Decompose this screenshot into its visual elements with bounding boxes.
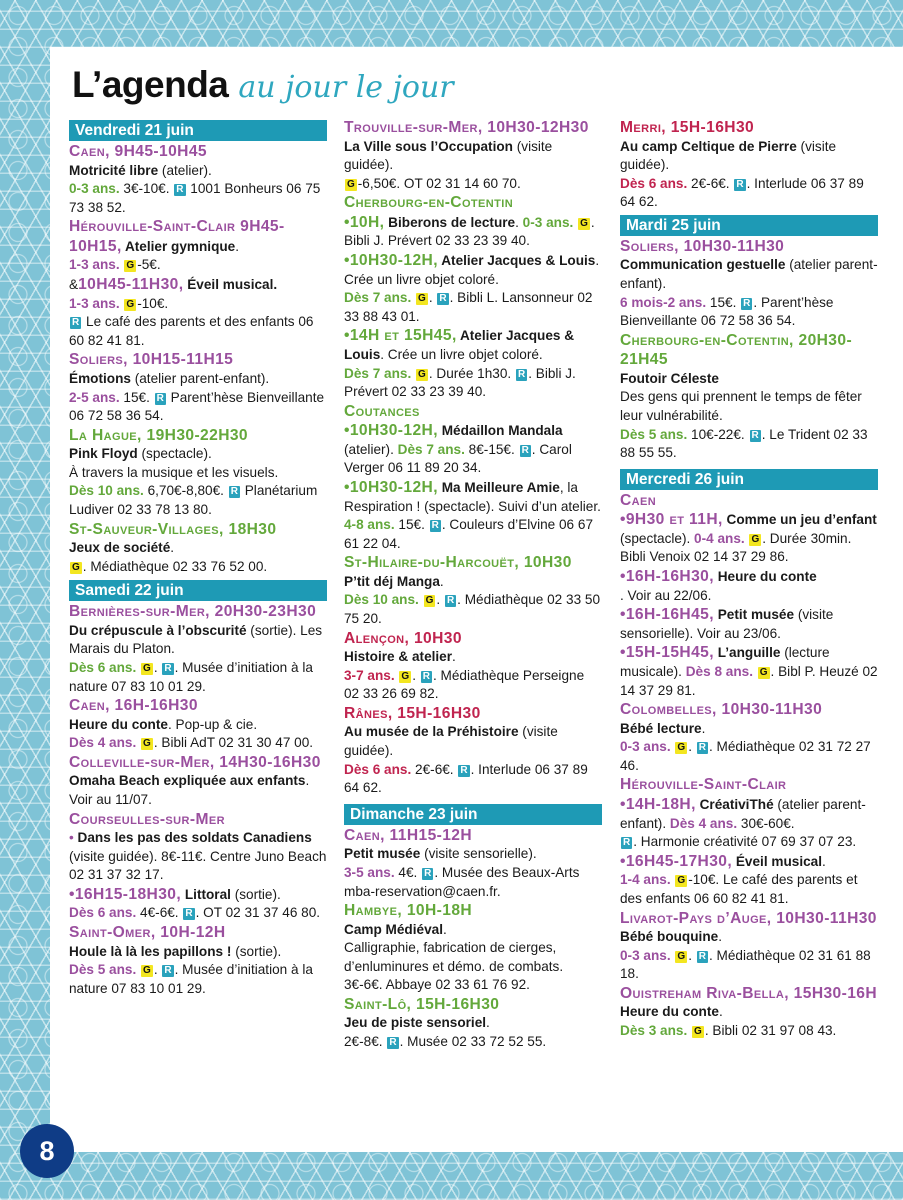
event-town: Cherbourg-en-Cotentin, 20H30-21H45 xyxy=(620,331,853,369)
event-town: Hambye, 10H-18H xyxy=(344,902,473,920)
event-entry: Communication gestuelle (atelier parent-enfant). 6 mois-2 ans. 15€. R . Parent’hèse Bienveillante 06 72 58 36 54. xyxy=(620,257,878,329)
reservation-badge: R xyxy=(176,184,184,196)
event-entry: Histoire & atelier. 3-7 ans. G . R . Médiathèque Perseigne 02 33 26 69 82. xyxy=(344,649,585,702)
reservation-badge: R xyxy=(439,293,447,305)
event-entry: Motricité libre (atelier). 0-3 ans. 3€-10€. R 1001 Bonheurs 06 75 73 38 52. xyxy=(69,162,321,215)
event-entry: Au camp Celtique de Pierre (visite guidée). Dès 6 ans. 2€-6€. R . Interlude 06 37 89 64 62. xyxy=(620,138,864,210)
reservation-badge: R xyxy=(185,908,193,920)
free-badge: G xyxy=(401,670,410,682)
event-town: Saint-Omer, 10H-12H xyxy=(69,924,226,941)
event-entry: Au musée de la Préhistoire (visite guidée). Dès 6 ans. 2€-6€. R . Interlude 06 37 89 64 62. xyxy=(344,724,588,796)
event-town: Livarot-Pays d’Auge, 10H30-11H30 xyxy=(620,909,877,927)
free-badge: G xyxy=(143,738,151,750)
free-badge: G xyxy=(418,368,426,380)
event-town: Merri, 15H-16H30 xyxy=(620,119,755,136)
page-title xyxy=(72,64,454,106)
event-town: Saint-Lô, 15H-16H30 xyxy=(344,995,500,1013)
event-entry: •14H-18H, CréativiThé (atelier parent-enfant). Dès 4 ans. 30€-60€. R . Harmonie créativité 07 69 37 07 23. xyxy=(620,795,866,850)
event-town: Trouville-sur-Mer, 10H30-12H30 xyxy=(344,119,589,136)
event-entry: •16H-16H45, Petit musée (visite sensorielle). Voir au 23/06. xyxy=(620,606,834,641)
free-badge: G xyxy=(143,662,151,674)
event-entry: Petit musée (visite sensorielle). 3-5 ans. 4€. R . Musée des Beaux-Arts mba-reservation@caen.fr. xyxy=(344,846,580,899)
reservation-badge: R xyxy=(517,368,526,380)
reservation-badge: R xyxy=(743,297,751,309)
event-town: Caen, 11H15-12H xyxy=(344,826,473,844)
free-badge: G xyxy=(677,742,686,754)
column-1 xyxy=(69,118,327,998)
column-2 xyxy=(344,118,602,1052)
reservation-badge: R xyxy=(698,950,706,962)
event-town: Colombelles, 10H30-11H30 xyxy=(620,701,823,719)
event-town: Soliers, 10H15-11H15 xyxy=(69,351,234,369)
reservation-badge: R xyxy=(736,178,744,190)
event-entry: Bébé lecture. 0-3 ans. G . R . Médiathèque 02 31 72 27 46. xyxy=(620,720,871,773)
event-entry: •16H-16H30, Heure du conte . Voir au 22/06. xyxy=(620,568,817,603)
event-entry: Bébé bouquine. 0-3 ans. G . R . Médiathèque 02 31 61 88 18. xyxy=(620,929,871,982)
title-script: au jour le jour xyxy=(238,70,454,105)
event-entry: Jeux de société. G . Médiathèque 02 33 76 52 00. xyxy=(69,540,268,574)
event-town: Ouistreham Riva-Bella, 15H30-16H xyxy=(620,984,878,1002)
reservation-badge: R xyxy=(431,520,439,532)
day-header: Mardi 25 juin xyxy=(620,215,878,236)
event-entry: Du crépuscule à l’obscurité (sortie). Les Marais du Platon. Dès 6 ans. G . R . Musée d’initiation à la nature 07 83 10 01 29. xyxy=(69,622,323,694)
event-entry: Hérouville-Saint-Clair 9H45-10H15, Atelier gymnique. 1-3 ans. G -5€. &10H45-11H30, Éveil musical. 1-3 ans. G -10€. R Le café des parents et des enfants 06 60 82 41 81. xyxy=(69,218,314,348)
free-badge: G xyxy=(418,293,426,305)
reservation-badge: R xyxy=(422,670,430,682)
day-header: Mercredi 26 juin xyxy=(620,469,878,490)
day-header: Vendredi 21 juin xyxy=(69,120,327,141)
reservation-badge: R xyxy=(446,595,455,607)
event-town: St-Hilaire-du-Harcouët, 10H30 xyxy=(344,554,572,572)
event-entry: Houle là là les papillons ! (sortie). Dès 5 ans. G . R . Musée d’initiation à la nature 07 83 10 01 29. xyxy=(69,943,313,996)
event-entry: Heure du conte. Dès 3 ans. G . Bibli 02 31 97 08 43. xyxy=(620,1004,837,1038)
reservation-badge: R xyxy=(424,867,432,879)
reservation-badge: R xyxy=(460,764,468,776)
event-entry: P’tit déj Manga. Dès 10 ans. G . R . Médiathèque 02 33 50 75 20. xyxy=(344,573,601,627)
event-town: Caen xyxy=(620,491,657,509)
reservation-badge: R xyxy=(751,429,759,441)
event-town: Rânes, 15H-16H30 xyxy=(344,704,481,722)
event-town: Caen, 16H-16H30 xyxy=(69,697,198,715)
reservation-badge: R xyxy=(698,742,706,754)
page-number: 8 xyxy=(20,1124,74,1178)
event-town: Caen, 9H45-10H45 xyxy=(69,143,207,160)
event-entry: Camp Médiéval. Calligraphie, fabrication de cierges, d’enluminures et démo. de combats. 3€-6€. Abbaye 02 33 61 76 92. xyxy=(344,921,564,993)
event-town: Colleville-sur-Mer, 14H30-16H30 xyxy=(69,753,321,771)
event-entry: •14H et 15H45, Atelier Jacques & Louis. Crée un livre objet coloré. Dès 7 ans. G . Durée 1h30. R . Bibli J. Prévert 02 33 23 39 40. xyxy=(344,327,576,400)
event-town: St-Sauveur-Villages, 18H30 xyxy=(69,520,277,538)
free-badge: G xyxy=(143,965,151,977)
reservation-badge: R xyxy=(230,486,238,498)
reservation-badge: R xyxy=(156,392,164,404)
reservation-badge: R xyxy=(521,444,529,456)
event-entry: •10H30-12H, Atelier Jacques & Louis. Crée un livre objet coloré. Dès 7 ans. G . R . Bibli L. Lansonneur 02 33 88 43 01. xyxy=(344,251,600,324)
event-town: Courseulles-sur-Mer xyxy=(69,810,225,828)
reservation-badge: R xyxy=(164,965,172,977)
event-entry: •10H30-12H, Ma Meilleure Amie, la Respiration ! (spectacle). Suivi d’un atelier. 4-8 ans. 15€. R . Couleurs d’Elvine 06 67 61 22 04. xyxy=(344,479,601,551)
free-badge: G xyxy=(751,533,760,545)
free-badge: G xyxy=(126,298,135,310)
event-entry: • Dans les pas des soldats Canadiens (visite guidée). 8€-11€. Centre Juno Beach 02 31 37 32 17. •16H15-18H30, Littoral (sortie). Dès 6 ans. 4€-6€. R . OT 02 31 37 46 80. xyxy=(69,830,327,921)
event-entry: Heure du conte. Pop-up & cie. Dès 4 ans. G . Bibli AdT 02 31 30 47 00. xyxy=(69,716,314,751)
event-town: Bernières-sur-Mer, 20H30-23H30 xyxy=(69,603,317,621)
title-main: L’agenda xyxy=(72,64,229,105)
event-town: Hérouville-Saint-Clair xyxy=(620,776,787,794)
reservation-badge: R xyxy=(164,662,172,674)
free-badge: G xyxy=(759,666,768,678)
column-3 xyxy=(620,118,878,1040)
day-header: Dimanche 23 juin xyxy=(344,804,602,825)
event-town: Cherbourg-en-Cotentin xyxy=(344,194,514,212)
free-badge: G xyxy=(694,1025,702,1037)
event-town: Coutances xyxy=(344,402,420,420)
event-entry: •10H, Biberons de lecture. 0-3 ans. G . Bibli J. Prévert 02 33 23 39 40. xyxy=(344,213,595,249)
event-entry: Omaha Beach expliquée aux enfants. Voir au 11/07. xyxy=(69,773,310,807)
event-entry: •9H30 et 11H, Comme un jeu d’enfant (spectacle). 0-4 ans. G . Durée 30min. Bibli Venoix 02 14 37 29 86. xyxy=(620,511,877,565)
day-header: Samedi 22 juin xyxy=(69,580,327,601)
free-badge: G xyxy=(126,260,135,272)
event-town: La Hague, 19H30-22H30 xyxy=(69,426,249,444)
event-entry: •16H45-17H30, Éveil musical. 1-4 ans. G -10€. Le café des parents et des enfants 06 60 82 41 81. xyxy=(620,852,858,906)
event-entry: •10H30-12H, Médaillon Mandala (atelier). Dès 7 ans. 8€-15€. R . Carol Verger 06 11 89 20 34. xyxy=(344,422,572,476)
event-entry: Pink Floyd (spectacle). À travers la musique et les visuels. Dès 10 ans. 6,70€-8,80€. R Planétarium Ludiver 02 33 78 13 80. xyxy=(69,446,318,517)
free-badge: G xyxy=(677,950,686,962)
event-entry: Foutoir Céleste Des gens qui prennent le temps de fêter leur vulnérabilité. Dès 5 ans. 10€-22€. R . Le Trident 02 33 88 55 55. xyxy=(620,370,868,461)
reservation-badge: R xyxy=(72,317,80,329)
event-entry: •15H-15H45, L’anguille (lecture musicale). Dès 8 ans. G . Bibl P. Heuzé 02 14 37 29 81. xyxy=(620,644,878,698)
reservation-badge: R xyxy=(389,1037,397,1049)
reservation-badge: R xyxy=(623,837,631,849)
free-badge: G xyxy=(677,875,686,887)
event-town: Alençon, 10H30 xyxy=(344,629,462,647)
free-badge: G xyxy=(72,561,80,573)
free-badge: G xyxy=(580,217,588,229)
free-badge: G xyxy=(347,178,355,190)
event-entry: Jeu de piste sensoriel. 2€-8€. R . Musée 02 33 72 52 55. xyxy=(344,1015,547,1050)
event-entry: Émotions (atelier parent-enfant). 2-5 ans. 15€. R Parent’hèse Bienveillante 06 72 58 36 54. xyxy=(69,370,325,424)
event-town: Soliers, 10H30-11H30 xyxy=(620,237,785,255)
event-entry: La Ville sous l’Occupation (visite guidée). G -6,50€. OT 02 31 14 60 70. xyxy=(344,138,553,191)
free-badge: G xyxy=(425,595,434,607)
